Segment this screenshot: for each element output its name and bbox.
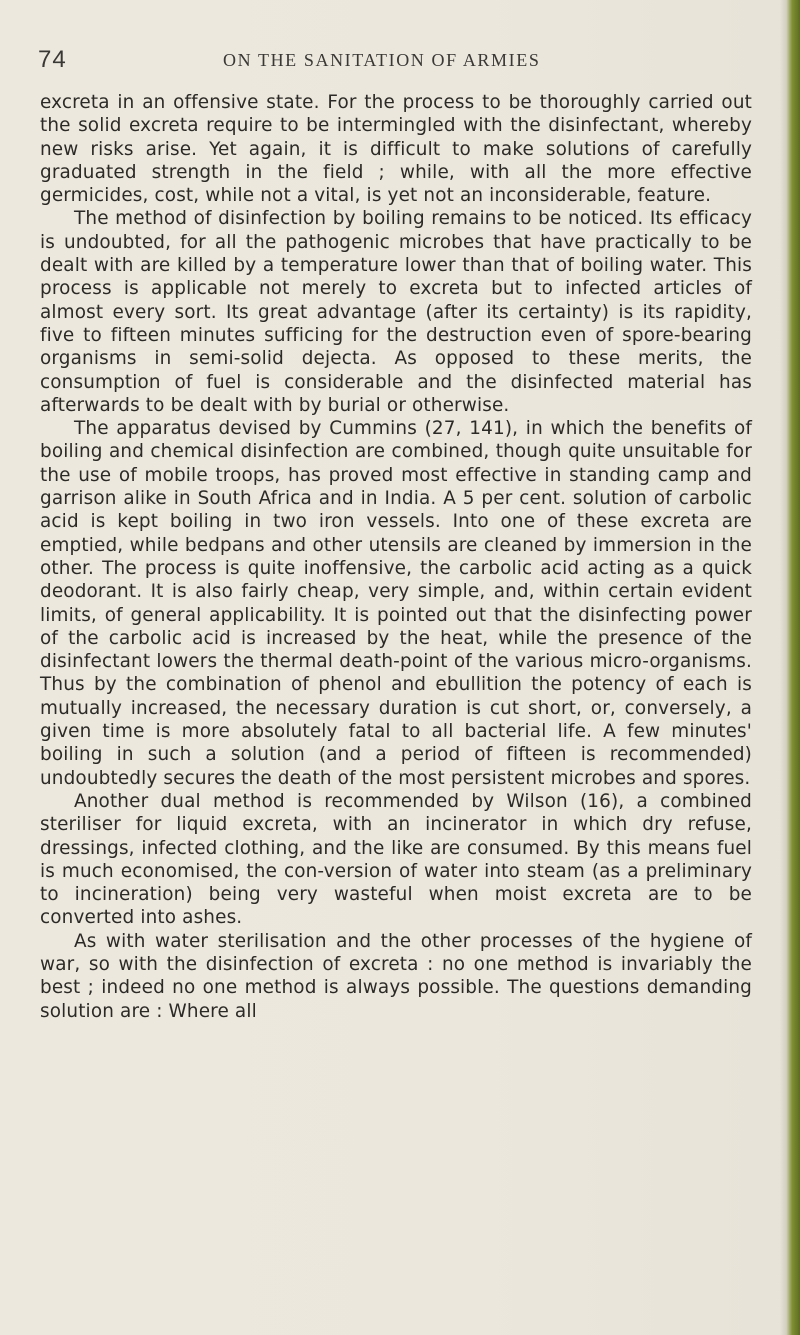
running-head: ON THE SANITATION OF ARMIES [223,50,541,70]
paragraph: excreta in an offensive state. For the process to be thoroughly carried out the solid excreta require to be intermingled with the disinfectant, whereby new risks arise. Yet again, it is difficult to make solutions of carefully graduated strength in the field ; while, with all the more effective germicides, cost, while not a vital, is yet not an inconsiderable, feature. [40,92,752,207]
page-number: 74 [38,46,67,73]
paragraph: As with water sterilisation and the other processes of the hygiene of war, so with the disinfection of excreta : no one method is invariably the best ; indeed no one method is always possible. The questions demanding solution are : Where all [40,930,752,1022]
book-edge [786,0,800,1335]
paragraph: The apparatus devised by Cummins (27, 141), in which the benefits of boiling and chemical disinfection are combined, though quite unsuitable for the use of mobile troops, has proved most effective in standing camp and garrison alike in South Africa and in India. A 5 per cent. solution of carbolic acid is kept boiling in two iron vessels. Into one of these excreta are emptied, while bedpans and other utensils are cleaned by immersion in the other. The process is quite inoffensive, the carbolic acid acting as a quick deodorant. It is also fairly cheap, very simple, and, within certain evident limits, of general applicability. It is pointed out that the disinfecting power of the carbolic acid is increased by the heat, while the presence of the disinfectant lowers the thermal death-point of the various micro-organisms. Thus by the combination of phenol and ebullition the potency of each is mutually increased, the necessary duration is cut short, or, conversely, a given time is more absolutely fatal to all bacterial life. A few minutes' boiling in such a solution (and a period of fifteen is recommended) undoubtedly secures the death of the most persistent microbes and spores. [40,418,752,789]
body-text [40,91,752,1023]
paragraph: The method of disinfection by boiling remains to be noticed. Its efficacy is undoubted, for all the pathogenic microbes that have practically to be dealt with are killed by a temperature lower than that of boiling water. This process is applicable not merely to excreta but to infected articles of almost every sort. Its great advantage (after its certainty) is its rapidity, five to fifteen minutes sufficing for the destruction even of spore-bearing organisms in semi-solid dejecta. As opposed to these merits, the consumption of fuel is considerable and the disinfected material has afterwards to be dealt with by burial or otherwise. [40,208,752,416]
page-header [38,42,758,74]
paragraph: Another dual method is recommended by Wilson (16), a combined steriliser for liquid excreta, with an incinerator in which dry refuse, dressings, infected clothing, and the like are consumed. By this means fuel is much economised, the con-version of water into steam (as a preliminary to incineration) being very wasteful when moist excreta are to be converted into ashes. [40,790,752,929]
